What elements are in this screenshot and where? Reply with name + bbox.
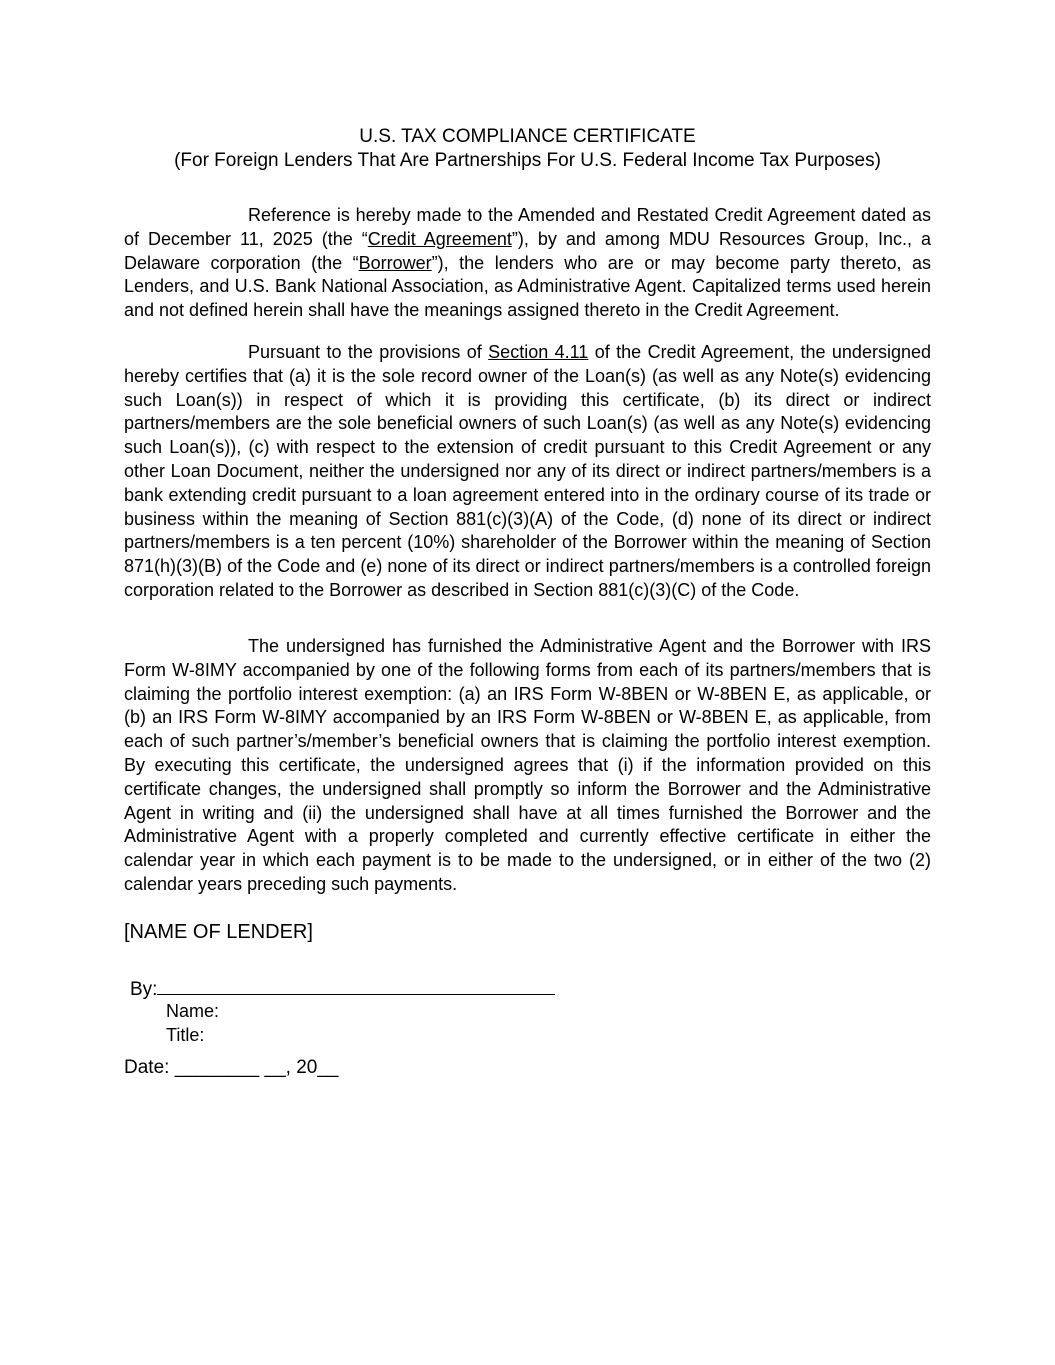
paragraph-text: Pursuant to the provisions of bbox=[248, 342, 489, 362]
defined-term-borrower: Borrower bbox=[358, 252, 432, 273]
paragraph-text: of the Credit Agreement, the undersigned hereby certifies that (a) it is the sole record owner of the Loan(s) (as well as any Note(s) evidencing such Loan(s)) in respect of which it is providing this certificate, (b) its direct or indirect partners/members are the sole beneficial owners of such Loan(s) (as well as any Note(s) evidencing such Loan(s)), (c) with respect to the extension of credit pursuant to this Credit Agreement or any other Loan Document, neither the undersigned nor any of its direct or indirect partners/members is a bank extending credit pursuant to a loan agreement entered into in the ordinary course of its trade or business within the meaning of Section 881(c)(3)(A) of the Code, (d) none of its direct or indirect partners/members is a ten percent (10%) shareholder of the Borrower within the meaning of Section 871(h)(3)(B) of the Code and (e) none of its direct or indirect partners/members is a controlled foreign corporation related to the Borrower as described in Section 881(c)(3)(C) of the Code. bbox=[124, 342, 931, 600]
section-reference: Section 4.11 bbox=[488, 342, 589, 362]
paragraph-text: Reference is hereby made to the Amended and Restated Credit Agreement dated as of December 11, 2025 (the “ bbox=[124, 205, 931, 249]
document-title: U.S. TAX COMPLIANCE CERTIFICATE bbox=[359, 126, 696, 147]
paragraph-text: ”), by and among MDU Resources Group, Inc., a Delaware corporation (the “ bbox=[124, 228, 931, 273]
paragraph-certification bbox=[124, 341, 931, 603]
paragraph-reference bbox=[124, 204, 931, 323]
date-line: Date: ________ __, 20__ bbox=[124, 1057, 339, 1078]
by-label: By: bbox=[130, 979, 158, 1000]
paragraph-forms bbox=[124, 635, 931, 897]
name-label: Name: bbox=[166, 1001, 220, 1021]
lender-name-placeholder: [NAME OF LENDER] bbox=[124, 921, 313, 943]
paragraph-text: ”), the lenders who are or may become party thereto, as Lenders, and U.S. Bank National Association, as Administrative Agent. Capitalized terms used herein and not defined herein shall have the meanings assigned thereto in the Credit Agreement. bbox=[124, 252, 931, 321]
defined-term-credit-agreement: Credit Agreement bbox=[367, 228, 512, 249]
title-label: Title: bbox=[166, 1025, 205, 1045]
paragraph-text: The undersigned has furnished the Administrative Agent and the Borrower with IRS Form W-8IMY accompanied by one of the following forms from each of its partners/members that is claiming the portfolio interest exemption: (a) an IRS Form W-8BEN or W-8BEN E, as applicable, or (b) an IRS Form W-8IMY accompanied by an IRS Form W-8BEN or W-8BEN E, as applicable, from each of such partner’s/member’s beneficial owners that is claiming the portfolio interest exemption. By executing this certificate, the undersigned agrees that (i) if the information provided on this certificate changes, the undersigned shall promptly so inform the Borrower and the Administrative Agent in writing and (ii) the undersigned shall have at all times furnished the Borrower and the Administrative Agent with a properly completed and currently effective certificate in either the calendar year in which each payment is to be made to the undersigned, or in either of the two (2) calendar years preceding such payments. bbox=[124, 636, 931, 894]
signature-line bbox=[157, 976, 555, 995]
document-subtitle: (For Foreign Lenders That Are Partnerships For U.S. Federal Income Tax Purposes) bbox=[174, 150, 881, 171]
